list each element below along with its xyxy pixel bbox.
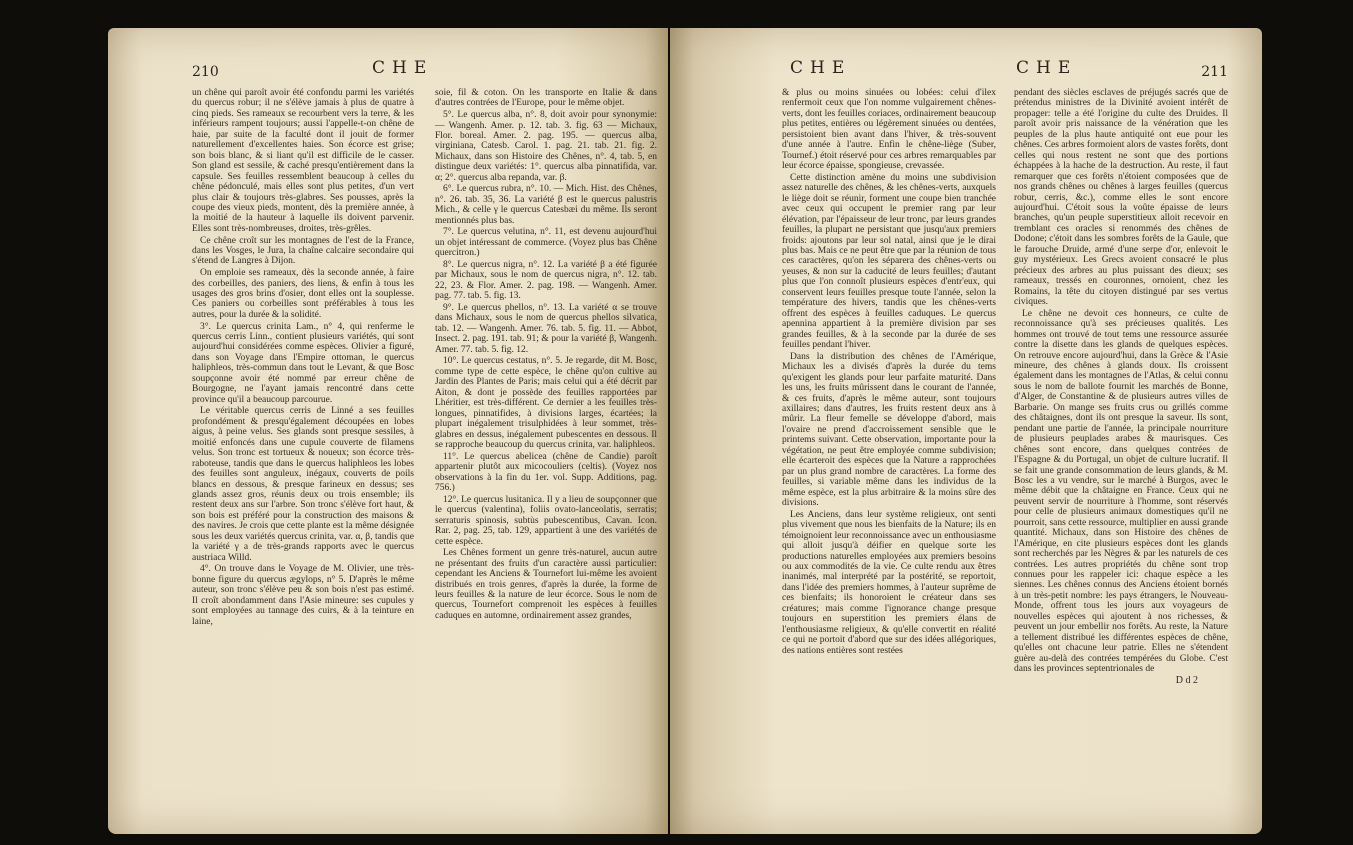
- paragraph: Ce chêne croît sur les montagnes de l'est de la France, dans les Vosges, le Jura, la chaîne calcaire secondaire qui s'étend de Langres à Dijon.: [192, 235, 414, 267]
- paragraph: 8°. Le quercus nigra, n°. 12. La variété β a été figurée par Michaux, sous le nom de quercus nigra, n°. 12. tab. 22, 23. & Flor. Amer. 2. pag. 198. — Wangenh. Amer. pag. 77. tab. 5. fig. 13.: [435, 260, 657, 302]
- paragraph: 6°. Le quercus rubra, n°. 10. — Mich. Hist. des Chênes, n°. 26. tab. 35, 36. La variété β est le quercus palustris Mich., & celle γ le quercus Catesbæi du même. Ils seront mentionnés plus bas.: [435, 184, 657, 226]
- paragraph: Cette distinction amène du moins une subdivision assez naturelle des chênes, & les chênes-verts, auxquels le liège doit se réunir, forment une coupe bien tranchée avec ceux qui occupent le premier rang par leur élévation, par l'épaisseur de leur tronc, par leurs grandes feuilles, la plupart ne persistant que jusqu'aux premiers froids: ajoutons par leur sol natal, ainsi que je le dirai plus bas. Mais ce ne peut être que par la réunion de tous ces caractères, qu'on les séparera des chênes-verts ou yeuses, & non sur la caducité de leurs feuilles; d'autant plus que l'on connoît plusieurs espèces d'entr'eux, qui conservent leurs feuilles presque toute l'année, selon la température des hivers, tandis que les chênes-verts offrent des espèces à feuilles caduques. Le quercus apennina appartient à la première division par ses grandes feuilles, & à la seconde par la durée de ses feuilles pendant l'hiver.: [782, 172, 996, 351]
- paragraph: pendant des siècles esclaves de préjugés sacrés que de prétendus ministres de la Divinité avoient intérêt de propager: telle a été l'origine du culte des Druides. Il paroît avoir pris naissance de la vénération que les peuples de la plus haute antiquité ont eue pour les chênes. Ces arbres formoient alors de vastes forêts, dont celles qui nous restent ne sont que des portions échappées à la hache de la destruction. Au reste, il faut remarquer que ces forêts n'étoient composées que de nos grands chênes ou chênes à larges feuilles (quercus robur, cerris, &c.), comme elles le sont encore aujourd'hui. C'étoit sous la voûte épaisse de leurs branches, qu'un peuple superstitieux alloit recevoir en tremblant ces oracles si renommés des chênes de Dodone; c'étoit dans les sombres forêts de la Gaule, que le farouche Druide, armé d'une serpe d'or, enlevoit le guy mystérieux. Les Grecs avoient consacré le plus précieux des arbres au plus puissant des dieux; ses rameaux, tressés en couronnes, ornoient, chez les Romains, la tête du citoyen distingué par ses vertus civiques.: [1014, 88, 1228, 308]
- right-page: [782, 58, 1228, 830]
- paragraph: & plus ou moins sinuées ou lobées: celui d'ilex renfermoit ceux que l'on nomme vulgairement chênes-verts, dont les feuilles coriaces, ordinairement beaucoup plus petites, entières ou légèrement sinuées ou dentées, persistoient bien avant dans l'hiver, & très-souvent d'une année à l'autre. Enfin le chêne-liège (Suber, Tournef.) étoit réservé pour ces arbres remarquables par leur écorce épaisse, spongieuse, crevassée.: [782, 88, 996, 172]
- paragraph: 9°. Le quercus phellos, n°. 13. La variété α se trouve dans Michaux, sous le nom de quercus phellos silvatica, tab. 12. — Wangenh. Amer. 76. tab. 5. fig. 11. — Abbot, Insect. 2. pag. 191. tab. 91; & pour la variété β, Wangenh. Amer. 77. tab. 5. fig. 12.: [435, 303, 657, 355]
- signature-mark: D d 2: [1175, 674, 1198, 686]
- right-page-header: [782, 58, 1228, 84]
- page-number-left: 210: [192, 64, 219, 80]
- paragraph: Les Chênes forment un genre très-naturel, aucun autre ne présentant des fruits d'un caractère aussi particulier: cependant les Anciens & Tournefort lui-même les avoient distribués en trois genres, d'après la durée, la forme de leurs feuilles & la nature de leur écorce. Sous le nom de quercus, Tournefort comprenoit les espèces à feuilles caduques en automne, ordinairement assez grandes,: [435, 548, 657, 621]
- paragraph: 11°. Le quercus abelicea (chêne de Candie) paroît appartenir plutôt aux micocouliers (celtis). (Voyez nos observations à la fin du 1er. vol. Supp. Additions, pag. 756.): [435, 451, 657, 494]
- paragraph: soie, fil & coton. On les transporte en Italie & dans d'autres contrées de l'Europe, pour le même objet.: [435, 88, 657, 109]
- left-page-column-1: [192, 88, 414, 628]
- running-head-right-a: CHE: [790, 58, 852, 78]
- paragraph: On emploie ses rameaux, dès la seconde année, à faire des corbeilles, des paniers, des liens, & enfin à tous les usages des gros brins d'osier, dont elles ont la souplesse. Ces paniers ou corbeilles sont préférables à tous les autres, pour la durée & la solidité.: [192, 268, 414, 320]
- left-page-header: [192, 58, 657, 84]
- page-number-right: 211: [1201, 64, 1228, 80]
- paragraph: un chêne qui paroît avoir été confondu parmi les variétés du quercus robur; il ne s'élève jamais à plus de quatre à cinq pieds. Ses rameaux se recourbent vers la terre, & les inférieurs rampent toujours; aussi l'appelle-t-on chêne de haie, par suite de la faculté dont il jouit de former naturellement d'excellentes haies. Son écorce est grise; son bois blanc, & si liant qu'il est difficile de le casser. Son gland est sessile, & caché presqu'entièrement dans la capsule. Ses feuilles ressemblent beaucoup à celles du chêne pédonculé, mais elles sont plus petites, d'un vert plus clair & toujours très-glabres. Ses pousses, après la coupe des vieux pieds, montent, dès la première année, à la moitié de la hauteur à laquelle ils doivent parvenir. Elles sont très-nombreuses, droites, très-grêles.: [192, 88, 414, 234]
- paragraph: Le chêne ne devoit ces honneurs, ce culte de reconnoissance qu'à ses précieuses qualités. Les hommes ont trouvé de tout tems une ressource assurée contre la disette dans les glands de quelques espèces. On retrouve encore aujourd'hui, dans la Grèce & l'Asie mineure, des chênes à glands doux. Ils croissent également dans les montagnes de l'Atlas, & celui connu sous le nom de ballote fournit les marchés de Bonne, d'Alger, de Constantine & de plusieurs autres villes de Barbarie. On mange ses fruits crus ou grillés comme des châtaignes, dont ils ont presque la saveur. Ils sont, pendant une partie de l'année, la principale nourriture de plusieurs peuplades arabes & maurisques. Ces chênes sont encore, dans quelques contrées de l'Espagne & du Portugal, un objet de culture lucratif. Il se fait une grande consommation de leurs glands, & M. Bosc les a vu vendre, sur le marché à Burgos, avec le même débit que la châtaigne en France. Ceux qui ne peuvent servir de nourriture à l'homme, sont réservés pour celle de plusieurs animaux domestiques qu'il ne pourroit, sans cette ressource, multiplier en aussi grande quantité. Michaux, dans son Histoire des chênes de l'Amérique, en cite plusieurs espèces dont les glands sont recherchés par les Nègres & par les naturels de ces contrées. Les autres propriétés du chêne sont trop connues pour les rappeler ici: chaque espèce a les siennes. Les chênes connus des Anciens étoient bornés à un très-petit nombre: les pays étrangers, le Nouveau-Monde, offrent tous les jours aux voyageurs de nouvelles espèces qui ajoutent à nos richesses, & peuvent un jour embellir nos forêts. Au reste, la Nature a tellement distribué les différentes espèces de chêne, qu'elles ont chacune leur patrie. Elles ne s'étendent guère au-delà des contrées tempérées du Globe. C'est dans les provinces septentrionales de: [1014, 308, 1228, 675]
- left-page: [192, 58, 657, 830]
- paragraph: 3°. Le quercus crinita Lam., n° 4, qui renferme le quercus cerris Linn., contient plusieurs variétés, qui sont aujourd'hui considérées comme espèces. Olivier a figuré, dans son Voyage dans l'Empire ottoman, le quercus haliphleos, très-commun dans tout le Levant, & que Bosc soupçonne avoir été nommé par erreur chêne de Bourgogne, ne l'ayant jamais rencontré dans cette province qu'il a beaucoup parcourue.: [192, 321, 414, 405]
- paragraph: Le véritable quercus cerris de Linné a ses feuilles profondément & presqu'également découpées en lobes aigus, à peine velus. Ses glands sont presque sessiles, à moitié enfoncés dans une cupule couverte de filamens velus. Son tronc est tortueux & noueux; son écorce très-raboteuse, tandis que dans le quercus haliphleos les lobes des feuilles sont anguleux, inégaux, couverts de poils blancs en dessous, & presque farineux en dessus; ses glands assez gros, réunis deux ou trois ensemble; ils restent deux ans sur l'arbre. Son tronc s'élève fort haut, & son bois est préféré pour la construction des maisons & des navires. Je crois que cette plante est la même désignée sous les deux variétés quercus crinita, var. α, β, tandis que la variété γ a de très-grands rapports avec le quercus austriaca Willd.: [192, 406, 414, 563]
- right-page-column-1: [782, 88, 996, 686]
- running-head-left: CHE: [372, 58, 434, 78]
- paragraph: 5°. Le quercus alba, n°. 8, doit avoir pour synonymie: — Wangenh. Amer. p. 12. tab. 3. fig. 63 — Michaux, Flor. boreal. Amer. 2. pag. 195. — quercus alba, virginiana, Catesb. Carol. 1. pag. 21. tab. 21. fig. 2. Michaux, dans son Histoire des Chênes, n°. 4, tab. 5, en distingue deux variétés: 1°. quercus alba pinnatifida, var. α; 2°. quercus alba repanda, var. β.: [435, 110, 657, 183]
- paragraph: 12°. Le quercus lusitanica. Il y a lieu de soupçonner que le quercus (valentina), foliis ovato-lanceolatis, serratis; serraturis spinosis, subtùs pubescentibus, Cavan. Icon. Rar. 2, pag. 25, tab. 129, appartient à une des variétés de cette espèce.: [435, 494, 657, 547]
- paragraph: 4°. On trouve dans le Voyage de M. Olivier, une très-bonne figure du quercus ægylops, n° 5. D'après le même auteur, son tronc s'élève peu & son bois n'est pas estimé. Il croît abondamment dans l'Asie mineure: ses cupules y sont employées au tannage des cuirs, & à la teinture en laine,: [192, 564, 414, 627]
- left-page-column-2: [435, 88, 657, 628]
- right-page-column-2: [1014, 88, 1228, 686]
- paragraph: Les Anciens, dans leur système religieux, ont senti plus vivement que nous les bienfaits de la Nature; ils en témoignoient leur reconnoissance avec un enthousiasme qui alloit jusqu'à déifier en quelque sorte les productions naturelles employées aux premiers besoins ou aux commodités de la vie. Ce culte rendu aux êtres inanimés, mal interprété par la postérité, se reportoit, dans l'idée des premiers hommes, à l'auteur suprême de ces bienfaits; ils honoroient le créateur dans ses créatures; mais comme l'ignorance change presque toujours en superstition les premiers élans de l'enthousiasme religieux, & qu'elle convertit en réalité ce qui ne portoit d'abord que sur des idées allégoriques, des nations entières sont restées: [782, 509, 996, 656]
- paragraph: 7°. Le quercus velutina, n°. 11, est devenu aujourd'hui un objet intéressant de commerce. (Voyez plus bas Chêne quercitron.): [435, 227, 657, 259]
- running-head-right-b: CHE: [1016, 58, 1078, 78]
- paragraph: 10°. Le quercus cestatus, n°. 5. Je regarde, dit M. Bosc, comme type de cette espèce, le chêne qu'on cultive au Jardin des Plantes de Paris; mais celui qui a été décrit par Aiton, & dont je possède des feuilles rapportées par Lhéritier, est très-différent. Ce dernier a les feuilles très-longues, pinnatifides, à divisions larges, écartées; la plupart inégalement trisulphidées à leur sommet, très-glabres en dessus, inégalement pubescentes en dessous. Il se rapproche beaucoup du quercus crinita, var. haliphleos.: [435, 356, 657, 451]
- paragraph: Dans la distribution des chênes de l'Amérique, Michaux les a divisés d'après la durée du tems qu'exigent les glands pour leur parfaite maturité. Dans les uns, les fruits mûrissent dans le courant de l'année, & ces fruits, d'après le même auteur, sont toujours axillaires; dans d'autres, les fruits restent deux ans à mûrir. La fleur femelle se développe d'abord, mais l'ovaire ne prend d'accroissement sensible que le printems suivant. Cette observation, importante pour la végétation, ne peut être employée comme subdivision; elle écarteroit des espèces que la Nature a rapprochées par un plus grand nombre de caractères. La forme des feuilles, si variable même dans les individus de la même espèce, est la plus arbitraire & la moins sûre des divisions.: [782, 351, 996, 509]
